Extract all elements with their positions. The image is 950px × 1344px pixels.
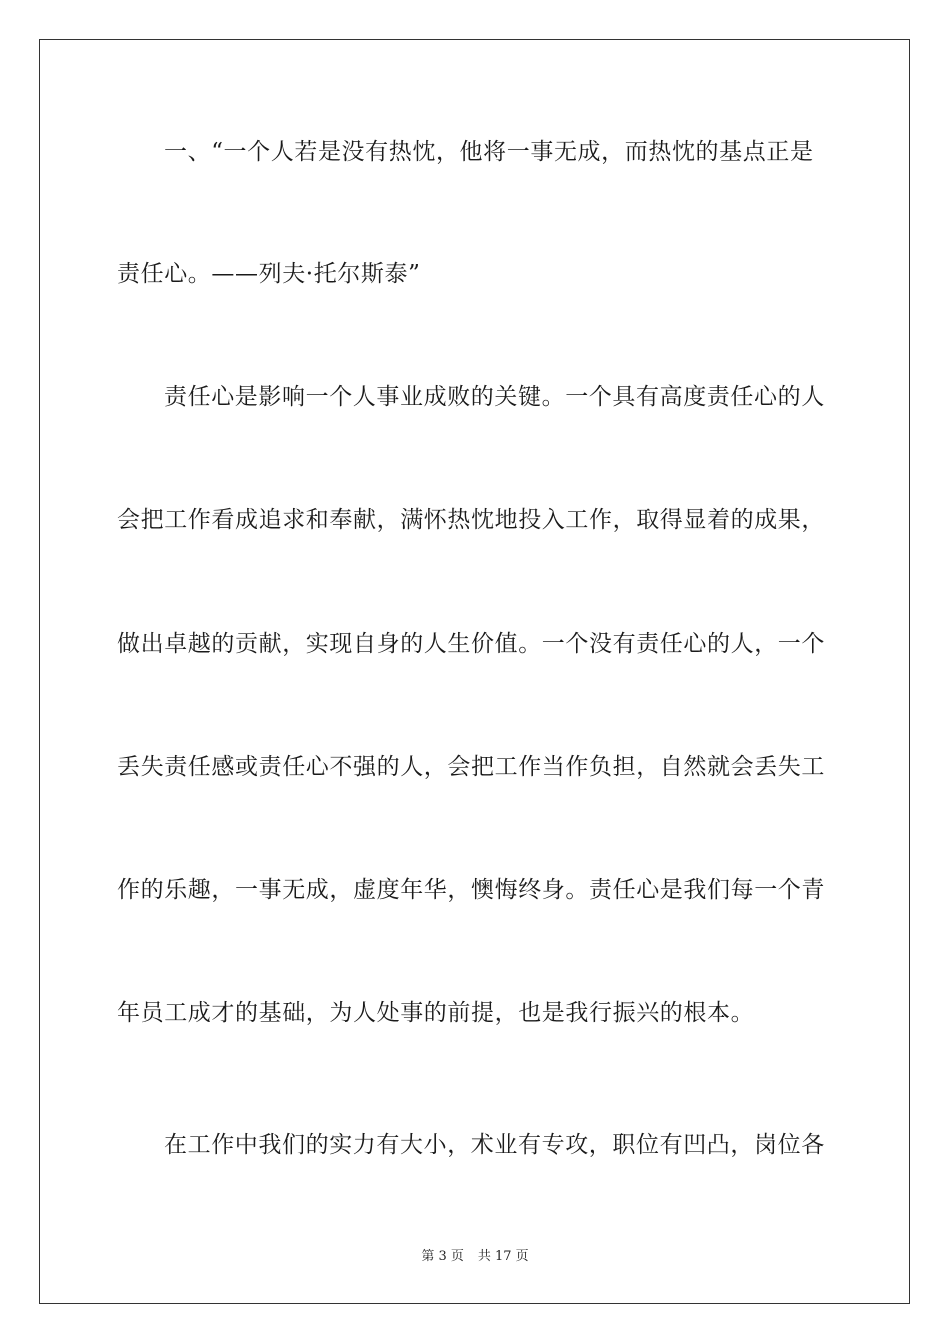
page-footer: [0, 1249, 950, 1265]
paragraph-2-line-1: 责任心是影响一个人事业成败的关键。一个具有高度责任心的人: [164, 384, 825, 410]
paragraph-3-line-1: 在工作中我们的实力有大小，术业有专攻，职位有凹凸，岗位各: [164, 1132, 825, 1158]
paragraph-2-line-3: 做出卓越的贡献，实现自身的人生价值。一个没有责任心的人，一个: [117, 631, 825, 657]
page-number: 第 3 页: [421, 1249, 464, 1264]
page-total: 共 17 页: [477, 1249, 529, 1264]
paragraph-2-line-6: 年员工成才的基础，为人处事的前提，也是我行振兴的根本。: [117, 1000, 755, 1026]
paragraph-1-line-2: 责任心。——列夫·托尔斯泰”: [117, 261, 421, 287]
paragraph-2-line-2: 会把工作看成追求和奉献，满怀热忱地投入工作，取得显着的成果，: [117, 507, 825, 533]
paragraph-2-line-5: 作的乐趣，一事无成，虚度年华，懊悔终身。责任心是我们每一个青: [117, 877, 825, 903]
paragraph-2-line-4: 丢失责任感或责任心不强的人，会把工作当作负担，自然就会丢失工: [117, 754, 825, 780]
page-border: [39, 39, 910, 1304]
paragraph-1-line-1: 一、“一个人若是没有热忱，他将一事无成，而热忱的基点正是: [164, 139, 814, 165]
